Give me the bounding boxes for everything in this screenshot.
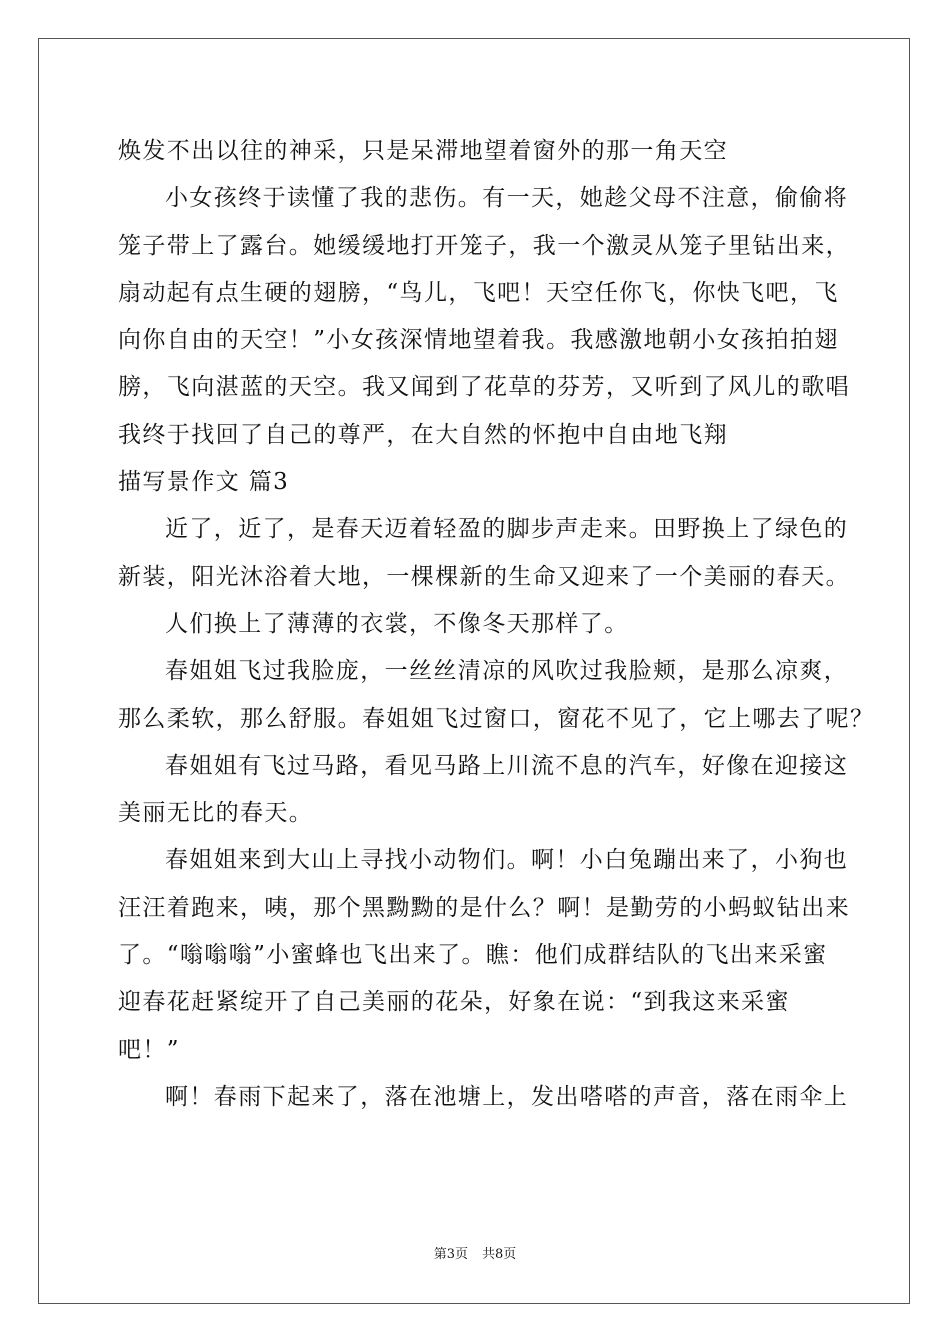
text-line: 春姐姐飞过我脸庞，一丝丝清凉的风吹过我脸颊，是那么凉爽，	[165, 658, 849, 685]
text-line: 春姐姐来到大山上寻找小动物们。啊！小白兔蹦出来了，小狗也	[165, 847, 849, 874]
text-line: 向你自由的天空！”小女孩深情地望着我。我感激地朝小女孩拍拍翅	[118, 327, 839, 354]
text-line: 人们换上了薄薄的衣裳，不像冬天那样了。	[165, 610, 629, 637]
text-line: 笼子带上了露台。她缓缓地打开笼子，我一个激灵从笼子里钻出来，	[118, 232, 850, 259]
text-line: 我终于找回了自己的尊严，在大自然的怀抱中自由地飞翔	[118, 421, 728, 448]
text-line: 小女孩终于读懂了我的悲伤。有一天，她趁父母不注意，偷偷将	[165, 185, 849, 212]
page-number: 第3页	[433, 1247, 468, 1262]
text-line: 扇动起有点生硬的翅膀，“鸟儿，飞吧！天空任你飞，你快飞吧，飞	[118, 279, 839, 306]
text-line: 美丽无比的春天。	[118, 800, 314, 827]
text-line: 焕发不出以往的神采，只是呆滞地望着窗外的那一角天空	[118, 138, 728, 164]
text-line: 了。“嗡嗡嗡”小蜜蜂也飞出来了。瞧：他们成群结队的飞出来采蜜	[118, 942, 828, 969]
page-footer	[0, 1247, 950, 1263]
text-line: 春姐姐有飞过马路，看见马路上川流不息的汽车，好像在迎接这	[165, 752, 849, 779]
text-line: 那么柔软，那么舒服。春姐姐飞过窗口，窗花不见了，它上哪去了呢？	[118, 705, 875, 732]
text-line: 啊！春雨下起来了，落在池塘上，发出嗒嗒的声音，落在雨伞上	[165, 1083, 849, 1110]
text-line: 汪汪着跑来，咦，那个黑黝黝的是什么？啊！是勤劳的小蚂蚁钻出来	[118, 894, 850, 921]
text-line: 新装，阳光沐浴着大地，一棵棵新的生命又迎来了一个美丽的春天。	[118, 563, 850, 590]
text-line: 膀，飞向湛蓝的天空。我又闻到了花草的芬芳，又听到了风儿的歌唱	[118, 374, 850, 401]
text-line: 吧！”	[118, 1036, 180, 1063]
text-line: 迎春花赶紧绽开了自己美丽的花朵，好象在说：“到我这来采蜜	[118, 989, 790, 1016]
section-heading: 描写景作文 篇3	[118, 469, 290, 496]
document-body	[118, 128, 875, 1121]
text-line: 近了，近了，是春天迈着轻盈的脚步声走来。田野换上了绿色的	[165, 516, 849, 543]
page-total: 共8页	[482, 1247, 517, 1262]
